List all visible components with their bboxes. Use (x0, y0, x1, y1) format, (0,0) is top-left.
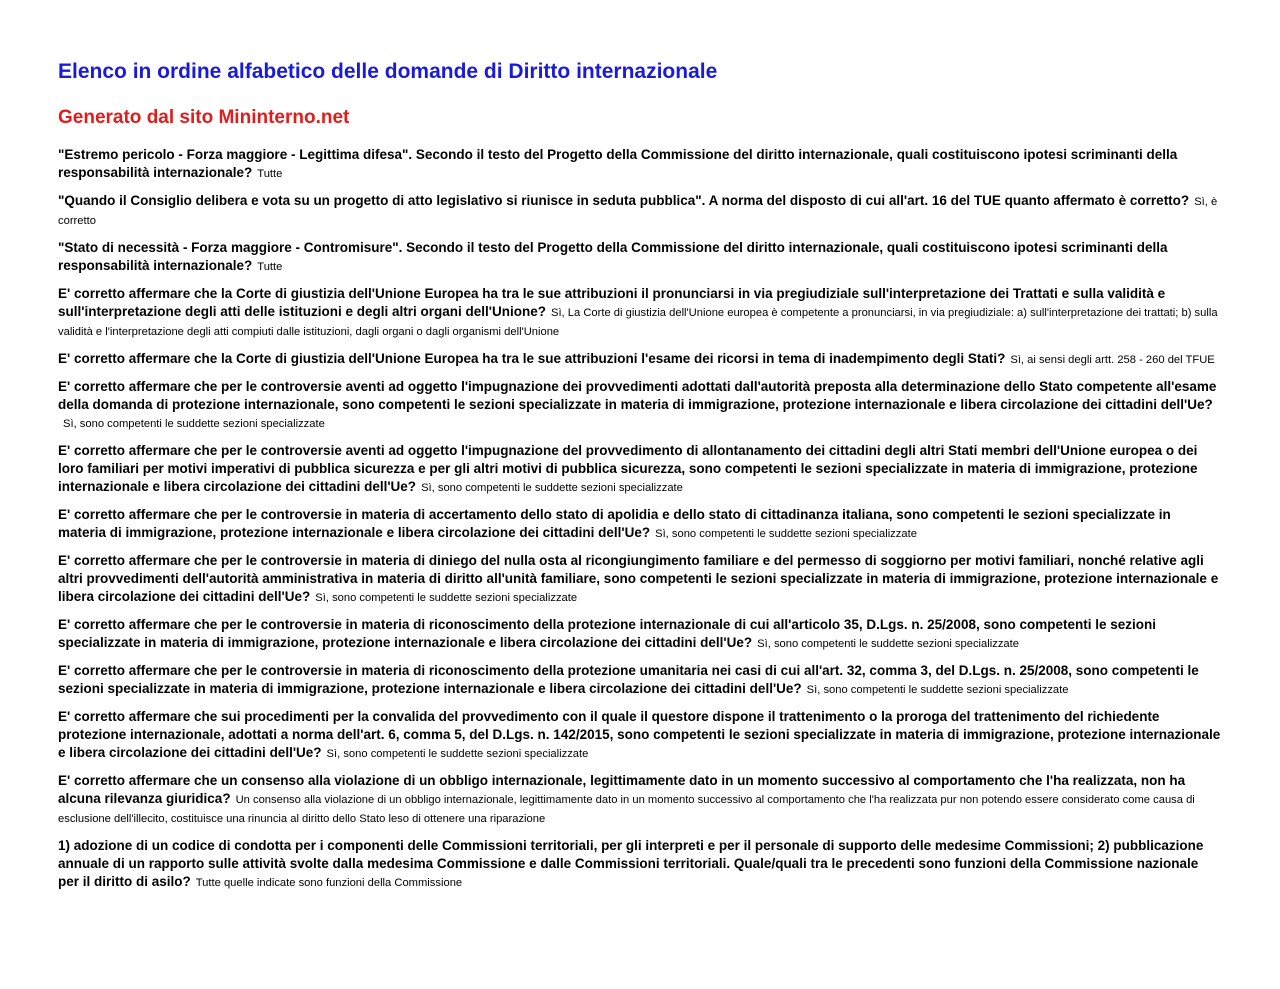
list-item (58, 442, 1222, 497)
answer-text: Sì, sono competenti le suddette sezioni specializzate (326, 748, 589, 760)
list-item (58, 552, 1222, 607)
question-list (58, 146, 1222, 892)
question-text: E' corretto affermare che per le controversie in materia di accertamento dello stato di apolidia e dello stato di cittadinanza italiana, sono competenti le sezioni specializzate in materia di immigrazione, protezione internazionale e libera circolazione dei cittadini dell'Ue? (58, 507, 1171, 540)
list-item (58, 285, 1222, 341)
answer-text: Tutte (257, 168, 283, 180)
question-text: E' corretto affermare che per le controversie in materia di diniego del nulla osta al ricongiungimento familiare e del permesso di soggiorno per motivi familiari, nonché relative agli altri provvedimenti dell'autorità amministrativa in materia di diritto all'unità familiare, sono competenti le sezioni specializzate in materia di immigrazione, protezione internazionale e libera circolazione dei cittadini dell'Ue? (58, 553, 1219, 604)
answer-text: Sì, sono competenti le suddette sezioni specializzate (421, 482, 683, 494)
page-title: Elenco in ordine alfabetico delle domande di Diritto internazionale (58, 60, 718, 83)
list-item (58, 239, 1222, 276)
question-text: E' corretto affermare che per le controversie aventi ad oggetto l'impugnazione dei provvedimenti adottati dall'autorità preposta alla determinazione dello Stato competente all'esame della domanda di protezione internazionale, sono competenti le sezioni specializzate in materia di immigrazione, protezione internazionale e libera circolazione dei cittadini dell'Ue? (58, 379, 1217, 412)
answer-text: Sì, sono competenti le suddette sezioni specializzate (655, 528, 917, 540)
question-text: E' corretto affermare che per le controversie aventi ad oggetto l'impugnazione del provvedimento di allontanamento dei cittadini degli altri Stati membri dell'Unione europea o dei loro familiari per motivi imperativi di pubblica sicurezza e per gli altri motivi di pubblica sicurezza, sono competenti le sezioni specializzate in materia di immigrazione, protezione internazionale e libera circolazione dei cittadini dell'Ue? (58, 443, 1198, 494)
question-text: E' corretto affermare che per le controversie in materia di riconoscimento della protezione internazionale di cui all'articolo 35, D.Lgs. n. 25/2008, sono competenti le sezioni specializzate in materia di immigrazione, protezione internazionale e libera circolazione dei cittadini dell'Ue? (58, 617, 1156, 650)
list-item (58, 837, 1222, 892)
answer-text: Sì, La Corte di giustizia dell'Unione europea è competente a pronunciarsi, in via pregiudiziale: a) sull'interpretazione dei trattati; b) sulla validità e l'interpretazione degli atti compiuti dalle istituzioni, dagli organi o dagli organismi dell'Unione (58, 307, 1218, 338)
question-text: E' corretto affermare che la Corte di giustizia dell'Unione Europea ha tra le sue attribuzioni l'esame dei ricorsi in tema di inadempimento degli Stati? (58, 351, 1006, 366)
list-item (58, 506, 1222, 543)
question-text: E' corretto affermare che per le controversie in materia di riconoscimento della protezione umanitaria nei casi di cui all'art. 32, comma 3, del D.Lgs. n. 25/2008, sono competenti le sezioni specializzate in materia di immigrazione, protezione internazionale e libera circolazione dei cittadini dell'Ue? (58, 663, 1199, 696)
list-item (58, 708, 1222, 763)
list-item (58, 662, 1222, 699)
list-item (58, 616, 1222, 653)
question-text: "Estremo pericolo - Forza maggiore - Legittima difesa". Secondo il testo del Progetto della Commissione del diritto internazionale, quali costituiscono ipotesi scriminanti della responsabilità internazionale? (58, 147, 1178, 180)
answer-text: Sì, sono competenti le suddette sezioni specializzate (315, 592, 578, 604)
list-item (58, 146, 1222, 183)
list-item (58, 192, 1222, 230)
answer-text: Tutte quelle indicate sono funzioni della Commissione (195, 877, 463, 889)
answer-text: Tutte (257, 261, 283, 273)
list-item (58, 350, 1222, 369)
question-text: E' corretto affermare che un consenso alla violazione di un obbligo internazionale, legittimamente dato in un momento successivo al comportamento che l'ha realizzata, non ha alcuna rilevanza giuridica? (58, 773, 1186, 806)
question-text: E' corretto affermare che la Corte di giustizia dell'Unione Europea ha tra le sue attribuzioni il pronunciarsi in via pregiudiziale sull'interpretazione dei Trattati e sulla validità e sull'interpretazione degli atti delle istituzioni e degli altri organi dell'Unione? (58, 286, 1166, 319)
answer-text: Sì, sono competenti le suddette sezioni specializzate (63, 418, 325, 430)
page-subtitle: Generato dal sito Mininterno.net (58, 107, 350, 128)
answer-text: Sì, è corretto (58, 196, 1218, 227)
answer-text: Sì, sono competenti le suddette sezioni specializzate (806, 684, 1069, 696)
question-text: E' corretto affermare che sui procedimenti per la convalida del provvedimento con il quale il questore dispone il trattenimento o la proroga del trattenimento del richiedente protezione internazionale, adottati a norma dell'art. 6, comma 5, del D.Lgs. n. 142/2015, sono competenti le sezioni specializzate in materia di immigrazione, protezione internazionale e libera circolazione dei cittadini dell'Ue? (58, 709, 1221, 760)
answer-text: Sì, sono competenti le suddette sezioni specializzate (757, 638, 1019, 650)
list-item (58, 378, 1222, 433)
answer-text: Un consenso alla violazione di un obbligo internazionale, legittimamente dato in un momento successivo al comportamento che l'ha realizzata pur non potendo essere considerato come causa di esclusione dell'illecito, costituisce una rinuncia al diritto dello Stato leso di ottenere una riparazione (58, 794, 1195, 825)
answer-text: Sì, ai sensi degli artt. 258 - 260 del TFUE (1010, 354, 1215, 366)
question-text: "Stato di necessità - Forza maggiore - Contromisure". Secondo il testo del Progetto della Commissione del diritto internazionale, quali costituiscono ipotesi scriminanti della responsabilità internazionale? (58, 240, 1168, 273)
list-item (58, 772, 1222, 828)
question-text: 1) adozione di un codice di condotta per i componenti delle Commissioni territoriali, per gli interpreti e per il personale di supporto delle medesime Commissioni; 2) pubblicazione annuale di un rapporto sulle attività svolte dalla medesima Commissione e dalle Commissioni territoriali. Quale/quali tra le precedenti sono funzioni della Commissione nazionale per il diritto di asilo? (58, 838, 1204, 889)
question-text: "Quando il Consiglio delibera e vota su un progetto di atto legislativo si riunisce in seduta pubblica". A norma del disposto di cui all'art. 16 del TUE quanto affermato è corretto? (58, 193, 1190, 208)
